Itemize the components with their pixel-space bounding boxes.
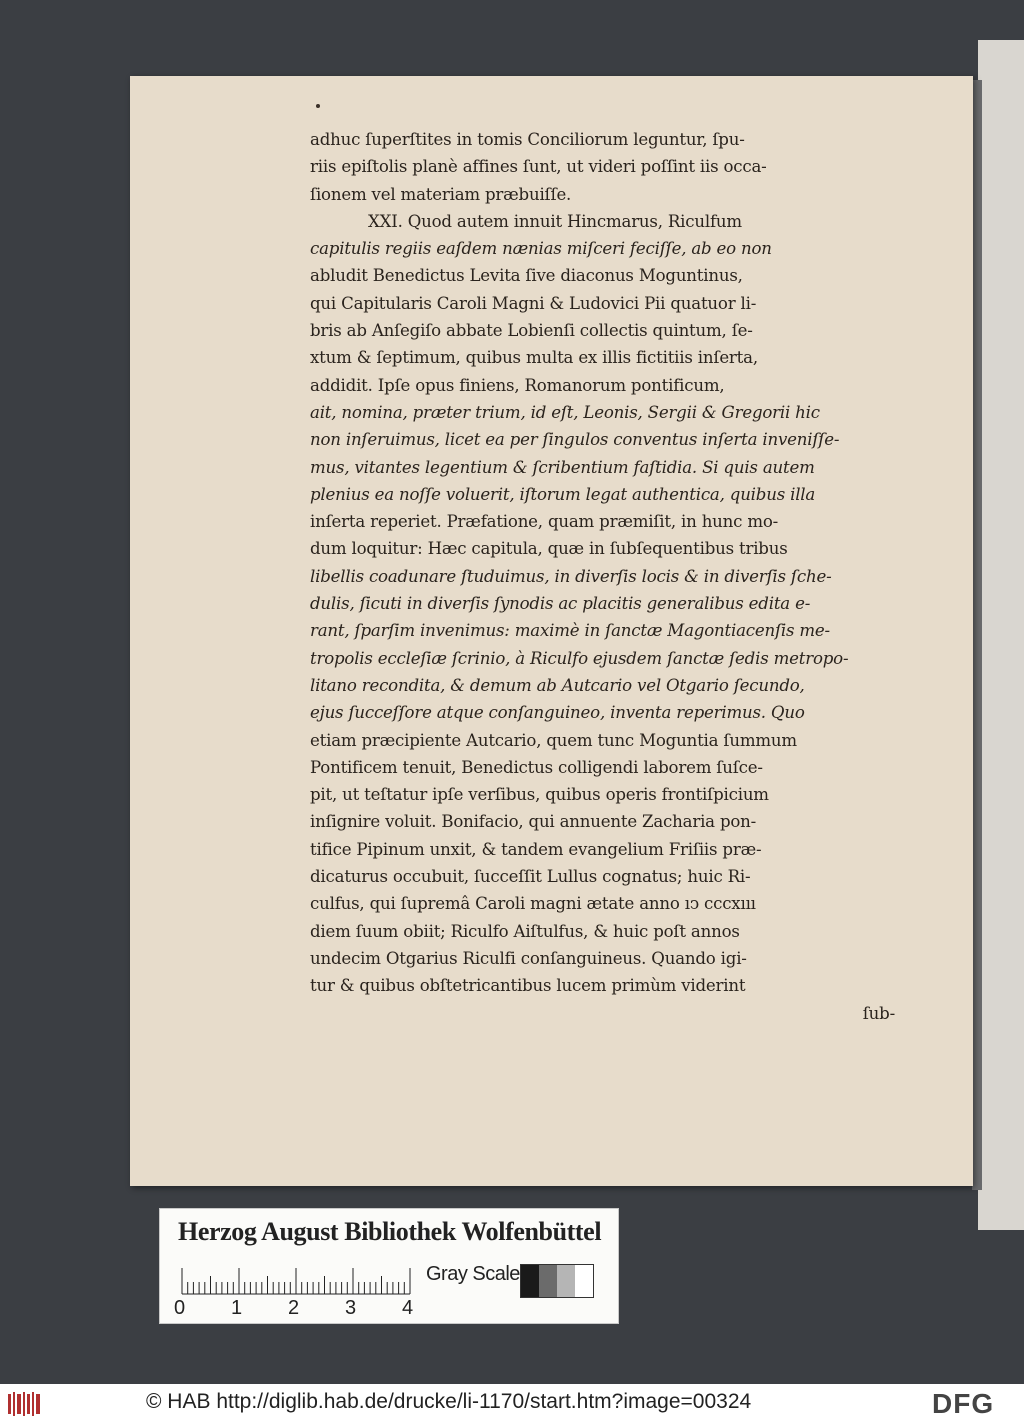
text-line: litano recondita, & demum ab Autcario vel Otgario ſecundo, bbox=[310, 675, 805, 695]
ruler-ticks-icon bbox=[180, 1267, 412, 1295]
text-line: inſignire voluit. Bonifacio, qui annuente Zacharia pon- bbox=[310, 812, 757, 832]
text-line: dum loquitur: Hæc capitula, quæ in ſubſequentibus tribus bbox=[310, 539, 788, 559]
text-line: tropolis eccleſiæ ſcrinio, à Riculfo ejusdem ſanctæ ſedis metropo- bbox=[310, 648, 849, 668]
gray-patch bbox=[575, 1265, 593, 1297]
catchword: ſub- bbox=[862, 1003, 895, 1023]
text-line: libellis coadunare ſtuduimus, in diverſis locis & in diverſis ſche- bbox=[310, 566, 832, 586]
scale-number: 0 bbox=[174, 1297, 186, 1319]
scale-number: 4 bbox=[402, 1297, 414, 1319]
gray-patch bbox=[557, 1265, 575, 1297]
text-line: non inſeruimus, licet ea per ſingulos conventus inſerta inveniſſe- bbox=[310, 430, 840, 450]
book-page bbox=[130, 76, 973, 1186]
text-line: addidit. Ipſe opus finiens, Romanorum pontificum, bbox=[310, 375, 725, 395]
text-line: adhuc ſuperſtites in tomis Conciliorum leguntur, ſpu- bbox=[310, 130, 745, 149]
color-calibration-card bbox=[159, 1208, 619, 1324]
dfg-logo: DFG bbox=[932, 1388, 995, 1419]
gray-patch bbox=[539, 1265, 557, 1297]
text-line: dicaturus occubuit, ſucceſſit Lullus cognatus; huic Ri- bbox=[310, 867, 751, 887]
gray-scale-label: Gray Scale bbox=[426, 1263, 520, 1285]
text-line: tifice Pipinum unxit, & tandem evangelium Friſiis præ- bbox=[310, 839, 762, 859]
viewer-footer bbox=[0, 1384, 1024, 1424]
text-line: tur & quibus obſtetricantibus lucem primùm viderint bbox=[310, 976, 746, 996]
text-line: etiam præcipiente Autcario, quem tunc Moguntia ſummum bbox=[310, 730, 797, 750]
text-line: qui Capitularis Caroli Magni & Ludovici Pii quatuor li- bbox=[310, 293, 757, 313]
text-line: pit, ut teſtatur ipſe verſibus, quibus operis frontiſpicium bbox=[310, 785, 769, 805]
copyright-url-text: © HAB http://diglib.hab.de/drucke/li-1170/start.htm?image=00324 bbox=[146, 1390, 752, 1413]
text-line: dulis, ſicuti in diverſis ſynodis ac placitis generalibus edita e- bbox=[310, 594, 811, 614]
text-line: undecim Otgarius Riculfi conſanguineus. Quando igi- bbox=[310, 948, 747, 968]
text-line: inſerta reperiet. Præfatione, quam præmiſit, in hunc mo- bbox=[310, 512, 779, 532]
scale-number: 2 bbox=[288, 1297, 300, 1319]
scale-labels bbox=[170, 1297, 430, 1319]
text-line: Pontificem tenuit, Benedictus colligendi laborem ſuſce- bbox=[310, 757, 763, 777]
text-line: ejus ſucceſſore atque conſanguineo, inventa reperimus. Quo bbox=[310, 703, 805, 723]
scale-number: 3 bbox=[345, 1297, 357, 1319]
text-line: xtum & ſeptimum, quibus multa ex illis fictitiis inſerta, bbox=[310, 348, 758, 368]
text-line: bris ab Anſegiſo abbate Lobienſi collectis quintum, ſe- bbox=[310, 321, 753, 341]
text-line: ait, nomina, præter trium, id eſt, Leonis, Sergii & Gregorii hic bbox=[310, 402, 820, 422]
text-line: ſionem vel materiam præbuiſſe. bbox=[310, 184, 572, 204]
page-mark bbox=[316, 104, 320, 108]
text-line: mus, vitantes legentium & ſcribentium faſtidia. Si quis autem bbox=[310, 457, 815, 477]
scale-ruler bbox=[180, 1267, 412, 1295]
text-line: XXI. Quod autem innuit Hincmarus, Riculfum bbox=[368, 211, 742, 231]
text-line: abludit Benedictus Levita ſive diaconus Moguntinus, bbox=[310, 266, 743, 286]
book-gutter-shadow bbox=[972, 80, 982, 1190]
scale-number: 1 bbox=[231, 1297, 243, 1319]
text-line: rant, ſparſim invenimus: maximè in ſanctæ Magontiacenſis me- bbox=[310, 621, 830, 641]
text-line: diem ſuum obiit; Riculfo Aiſtulfus, & huic poſt annos bbox=[310, 921, 740, 941]
gray-scale-patches bbox=[520, 1264, 594, 1298]
card-title: Herzog August Bibliothek Wolfenbüttel bbox=[178, 1217, 602, 1246]
gray-patch bbox=[521, 1265, 539, 1297]
hab-barcode-icon bbox=[8, 1390, 42, 1418]
text-line: capitulis regiis eaſdem nænias miſceri feciſſe, ab eo non bbox=[310, 239, 772, 259]
text-line: culfus, qui ſupremâ Caroli magni ætate anno ıↄ cccxııı bbox=[310, 894, 756, 914]
text-line: riis epiſtolis planè affines ſunt, ut videri poſſint iis occa- bbox=[310, 157, 767, 177]
adjacent-page-edge bbox=[978, 40, 1024, 1230]
text-line: plenius ea noſſe voluerit, iſtorum legat authentica, quibus illa bbox=[310, 484, 816, 504]
page-body-text bbox=[310, 126, 895, 1027]
